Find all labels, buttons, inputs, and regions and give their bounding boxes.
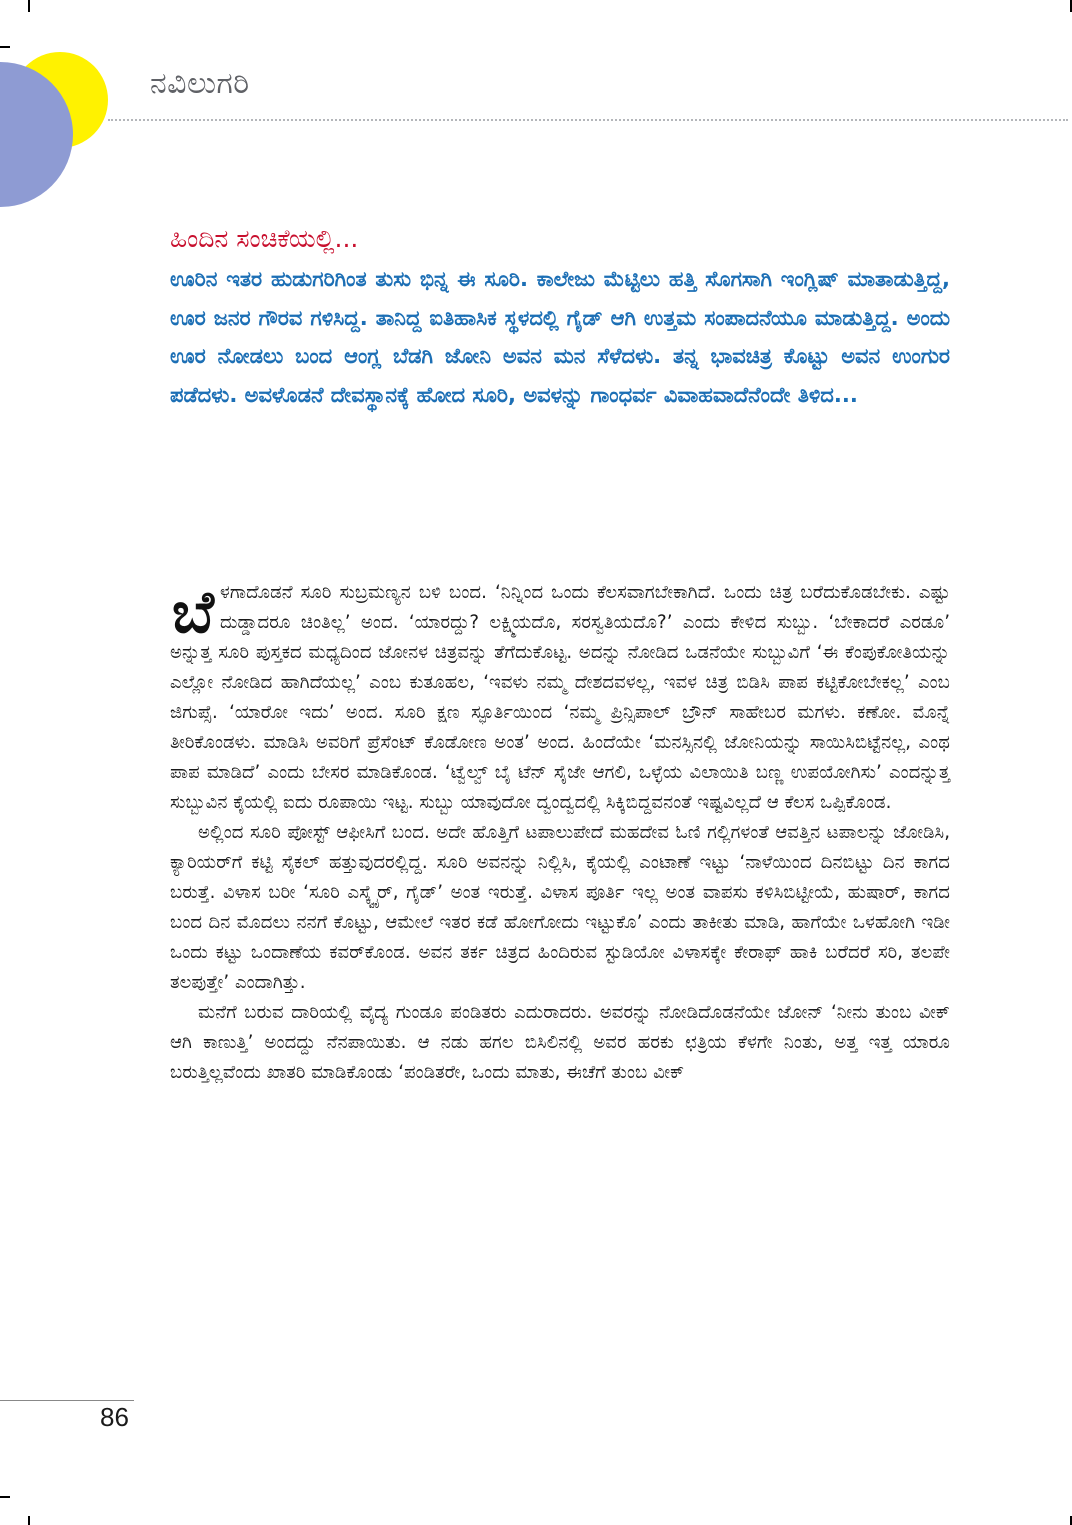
story-paragraph-1: [170, 578, 950, 818]
crop-mark-left-lower: [0, 1496, 10, 1498]
crop-mark-bottom-left: [28, 1516, 30, 1525]
recap-heading: ಹಿಂದಿನ ಸಂಚಿಕೆಯಲ್ಲಿ...: [170, 224, 359, 253]
drop-cap: ಬೆ: [172, 578, 214, 646]
crop-mark-top-left: [28, 0, 30, 12]
footer-rule: [0, 1400, 134, 1401]
story-paragraph-1-text: ಳಗಾದೊಡನೆ ಸೂರಿ ಸುಬ್ರಮಣ್ಯನ ಬಳಿ ಬಂದ. ‘ನಿನ್ನಿಂದ ಒಂದು ಕೆಲಸವಾಗಬೇಕಾಗಿದೆ. ಒಂದು ಚಿತ್ರ ಬರೆದುಕೊಡಬೇಕು. ಎಷ್ಟು ದುಡ್ಡಾದರೂ ಚಿಂತಿಲ್ಲ’ ಅಂದ. ‘ಯಾರದ್ದು? ಲಕ್ಷ್ಮಿಯದೊ, ಸರಸ್ವತಿಯದೊ?’ ಎಂದು ಕೇಳಿದ ಸುಬ್ಬು. ‘ಬೇಕಾದರೆ ಎರಡೂ’ ಅನ್ನುತ್ತ ಸೂರಿ ಪುಸ್ತಕದ ಮಧ್ಯದಿಂದ ಜೋನಳ ಚಿತ್ರವನ್ನು ತೆಗೆದುಕೊಟ್ಟ. ಅದನ್ನು ನೋಡಿದ ಒಡನೆಯೇ ಸುಬ್ಬುವಿಗೆ ‘ಈ ಕೆಂಪುಕೋತಿಯನ್ನು ಎಲ್ಲೋ ನೋಡಿದ ಹಾಗಿದೆಯಲ್ಲ’ ಎಂಬ ಕುತೂಹಲ, ‘ಇವಳು ನಮ್ಮ ದೇಶದವಳಲ್ಲ, ಇವಳ ಚಿತ್ರ ಬಿಡಿಸಿ ಪಾಪ ಕಟ್ಟಿಕೋಬೇಕಲ್ಲ’ ಎಂಬ ಜಿಗುಪ್ಸೆ. ‘ಯಾರೋ ಇದು’ ಅಂದ. ಸೂರಿ ಕ್ಷಣ ಸ್ಫೂರ್ತಿಯಿಂದ ‘ನಮ್ಮ ಪ್ರಿನ್ಸಿಪಾಲ್ ಬ್ರೌನ್ ಸಾಹೇಬರ ಮಗಳು. ಕಣೋ. ಮೊನ್ನೆ ತೀರಿಕೊಂಡಳು. ಮಾಡಿಸಿ ಅವರಿಗೆ ಪ್ರೆಸೆಂಟ್ ಕೊಡೋಣ ಅಂತ’ ಅಂದ. ಹಿಂದೆಯೇ ‘ಮನಸ್ಸಿನಲ್ಲಿ ಜೋನಿಯನ್ನು ಸಾಯಿಸಿಬಿಟ್ಟೆನಲ್ಲ, ಎಂಥ ಪಾಪ ಮಾಡಿದೆ’ ಎಂದು ಬೇಸರ ಮಾಡಿಕೊಂಡ. ‘ಟ್ವೆಲ್ವ್ ಬೈ ಟೆನ್ ಸೈಜೇ ಆಗಲಿ, ಒಳ್ಳೆಯ ವಿಲಾಯಿತಿ ಬಣ್ಣ ಉಪಯೋಗಿಸು’ ಎಂದನ್ನುತ್ತ ಸುಬ್ಬುವಿನ ಕೈಯಲ್ಲಿ ಐದು ರೂಪಾಯಿ ಇಟ್ಟ. ಸುಬ್ಬು ಯಾವುದೋ ದ್ವಂದ್ವದಲ್ಲಿ ಸಿಕ್ಕಿಬಿದ್ದವನಂತೆ ಇಷ್ಟವಿಲ್ಲದೆ ಆ ಕೆಲಸ ಒಪ್ಪಿಕೊಂಡ.: [170, 582, 950, 813]
story-paragraph-2: ಅಲ್ಲಿಂದ ಸೂರಿ ಪೋಸ್ಟ್ ಆಫೀಸಿಗೆ ಬಂದ. ಅದೇ ಹೊತ್ತಿಗೆ ಟಪಾಲುಪೇದೆ ಮಹದೇವ ಓಣಿ ಗಲ್ಲಿಗಳಂತೆ ಆವತ್ತಿನ ಟಪಾಲನ್ನು ಜೋಡಿಸಿ, ಕ್ಯಾರಿಯರ್‌ಗೆ ಕಟ್ಟಿ ಸೈಕಲ್ ಹತ್ತುವುದರಲ್ಲಿದ್ದ. ಸೂರಿ ಅವನನ್ನು ನಿಲ್ಲಿಸಿ, ಕೈಯಲ್ಲಿ ಎಂಟಾಣೆ ಇಟ್ಟು ‘ನಾಳೆಯಿಂದ ದಿನಬಿಟ್ಟು ದಿನ ಕಾಗದ ಬರುತ್ತೆ. ವಿಳಾಸ ಬರೀ ‘ಸೂರಿ ಎಸ್ಕ್ವೈರ್, ಗೈಡ್’ ಅಂತ ಇರುತ್ತೆ. ವಿಳಾಸ ಪೂರ್ತಿ ಇಲ್ಲ ಅಂತ ವಾಪಸು ಕಳಿಸಿಬಿಟ್ಟೀಯೆ, ಹುಷಾರ್, ಕಾಗದ ಬಂದ ದಿನ ಮೊದಲು ನನಗೆ ಕೊಟ್ಟು, ಆಮೇಲೆ ಇತರ ಕಡೆ ಹೋಗೋದು ಇಟ್ಟುಕೊ’ ಎಂದು ತಾಕೀತು ಮಾಡಿ, ಹಾಗೆಯೇ ಒಳಹೋಗಿ ಇಡೀ ಒಂದು ಕಟ್ಟು ಒಂದಾಣೆಯ ಕವರ್‌ಕೊಂಡ. ಅವನ ತರ್ಕ ಚಿತ್ರದ ಹಿಂದಿರುವ ಸ್ಟುಡಿಯೋ ವಿಳಾಸಕ್ಕೇ ಕೇರಾಫ್ ಹಾಕಿ ಬರೆದರೆ ಸರಿ, ತಲಪೇ ತಲಪುತ್ತೇ’ ಎಂದಾಗಿತ್ತು.: [170, 822, 950, 993]
crop-mark-left-upper: [0, 46, 10, 48]
header-dotted-divider: [108, 119, 1068, 121]
previous-episode-recap: [170, 220, 950, 414]
running-title: ನವಿಲುಗರಿ: [150, 66, 250, 101]
page-number: 86: [100, 1402, 129, 1432]
story-body: [170, 578, 950, 1088]
story-paragraph-3: ಮನೆಗೆ ಬರುವ ದಾರಿಯಲ್ಲಿ ವೈದ್ಯ ಗುಂಡೂ ಪಂಡಿತರು ಎದುರಾದರು. ಅವರನ್ನು ನೋಡಿದೊಡನೆಯೇ ಜೋನ್ ‘ನೀನು ತುಂಬ ವೀಕ್ ಆಗಿ ಕಾಣುತ್ತಿ’ ಅಂದದ್ದು ನೆನಪಾಯಿತು. ಆ ನಡು ಹಗಲ ಬಿಸಿಲಿನಲ್ಲಿ ಅವರ ಹರಕು ಛತ್ರಿಯ ಕೆಳಗೇ ನಿಂತು, ಅತ್ತ ಇತ್ತ ಯಾರೂ ಬರುತ್ತಿಲ್ಲವೆಂದು ಖಾತರಿ ಮಾಡಿಕೊಂಡು ‘ಪಂಡಿತರೇ, ಒಂದು ಮಾತು, ಈಚೆಗೆ ತುಂಬ ವೀಕ್: [170, 1002, 950, 1083]
recap-text: ಊರಿನ ಇತರ ಹುಡುಗರಿಗಿಂತ ತುಸು ಭಿನ್ನ ಈ ಸೂರಿ. ಕಾಲೇಜು ಮೆಟ್ಟಿಲು ಹತ್ತಿ ಸೊಗಸಾಗಿ ಇಂಗ್ಲಿಷ್ ಮಾತಾಡುತ್ತಿದ್ದ, ಊರ ಜನರ ಗೌರವ ಗಳಿಸಿದ್ದ. ತಾನಿದ್ದ ಐತಿಹಾಸಿಕ ಸ್ಥಳದಲ್ಲಿ ಗೈಡ್ ಆಗಿ ಉತ್ತಮ ಸಂಪಾದನೆಯೂ ಮಾಡುತ್ತಿದ್ದ. ಅಂದು ಊರ ನೋಡಲು ಬಂದ ಆಂಗ್ಲ ಬೆಡಗಿ ಜೋನಿ ಅವನ ಮನ ಸೆಳೆದಳು. ತನ್ನ ಭಾವಚಿತ್ರ ಕೊಟ್ಟು ಅವನ ಉಂಗುರ ಪಡೆದಳು. ಅವಳೊಡನೆ ದೇವಸ್ಥಾನಕ್ಕೆ ಹೋದ ಸೂರಿ, ಅವಳನ್ನು ಗಾಂಧರ್ವ ವಿವಾಹವಾದೆನೆಂದೇ ತಿಳಿದ...: [170, 267, 950, 407]
